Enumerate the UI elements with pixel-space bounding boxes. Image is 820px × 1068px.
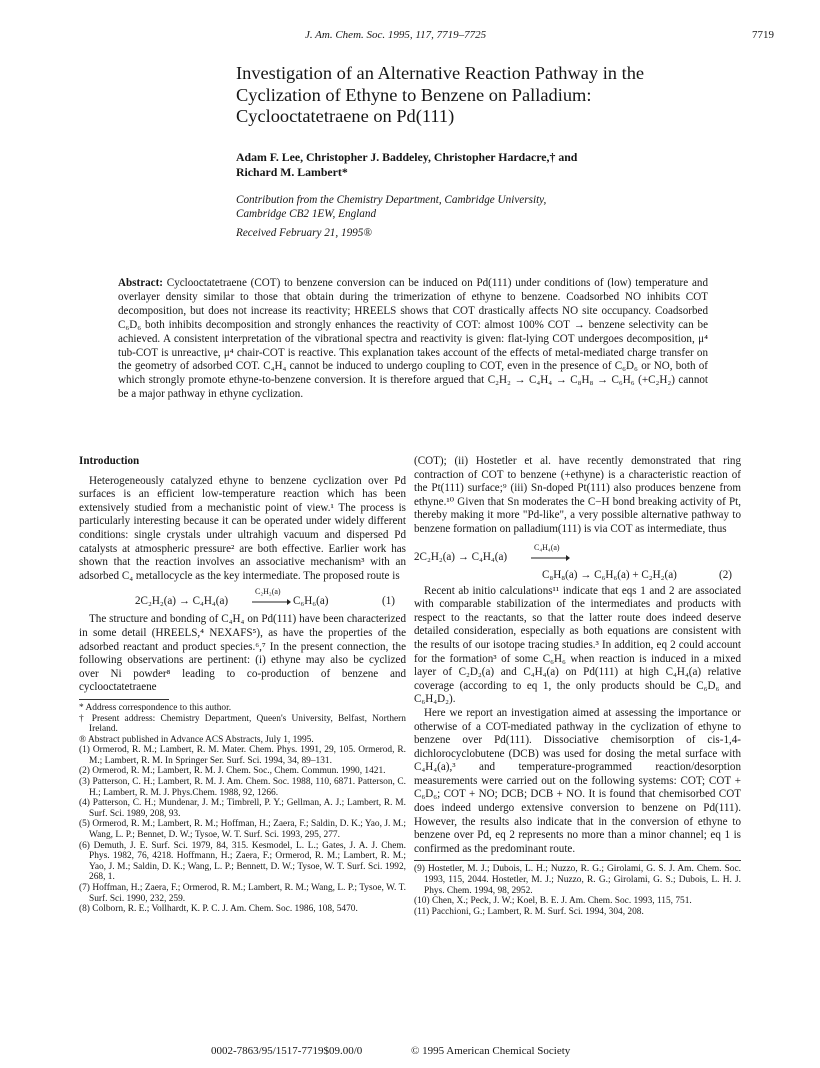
intro-paragraph-2: The structure and bonding of C₄H₄ on Pd(111) have been characterized in some detail (HREELS,⁴ NEXAFS⁵), as have the properties of the adsorbed reactant and product species.⁶,⁷ In the present connection, the following observations are pertinent: (i) ethyne may also be cyclized over Ni powder⁸ leading to co-production of benzene and cyclooctatetraene <box>79 613 406 694</box>
eq1-rhs: C₆H₆(a) <box>293 595 329 608</box>
article-title: Investigation of an Alternative Reaction Pathway in the Cyclization of Ethyne to Benzene on Palladium: Cyclooctatetraene on Pd(111) <box>236 63 645 126</box>
eq1-arrow <box>251 587 291 614</box>
footnote: † Present address: Chemistry Department, Queen's University, Belfast, Northern Ireland. <box>79 713 406 735</box>
footnote: (10) Chen, X.; Peck, J. W.; Koel, B. E. J. Am. Chem. Soc. 1993, 115, 751. <box>414 896 692 907</box>
right-paragraph-2: Recent ab initio calculations¹¹ indicate that eqs 1 and 2 are associated with comparable stabilization of the intermediates and products with respect to the reactants, so that the latter route does indeed deserve detailed consideration, especially as both equations are consistent with the results of our isotope tracing studies.³ In addition, eq 2 could account for the formation³ of some C₆H₆ when reaction is induced in a mixed layer of C₂D₂(a) and C₄H₄(a) on Pd(111) at high C₄H₄(a) relative coverage (according to eq 1, the only products should be C₆D₆ and C₆H₄D₂). <box>414 584 741 706</box>
affiliation-line-1: Contribution from the Chemistry Department, Cambridge University, <box>236 194 547 206</box>
footnote: * Address correspondence to this author. <box>79 702 232 713</box>
left-column <box>79 455 406 915</box>
right-paragraph-1: (COT); (ii) Hostetler et al. have recently demonstrated that ring contraction of COT to benzene (+ethyne) is a characteristic reaction of the Pt(111) surface;⁹ (iii) Sn-doped Pt(111) also produces benzene from ethyne.¹⁰ Given that Sn moderates the C−H bond breaking activity of Pt, thereby making it more "Pd-like", a very possible alternative pathway to benzene formation on palladium(111) is via COT as intermediate, thus <box>414 455 741 535</box>
footnotes-left <box>79 703 406 915</box>
footnotes-right <box>414 864 741 917</box>
footnote-divider <box>414 860 741 861</box>
footnote: (7) Hoffman, H.; Zaera, F.; Ormerod, R. M.; Lambert, R. M.; Wang, L. P.; Tysoe, W. T. Surf. Sci. 1990, 232, 259. <box>79 883 406 904</box>
eq2-lhs: 2C₂H₂(a) → C₄H₄(a) <box>414 550 508 563</box>
eq1-number: (1) <box>382 595 395 608</box>
section-title-introduction: Introduction <box>79 455 140 467</box>
footnote: (2) Ormerod, R. M.; Lambert, R. M. J. Chem. Soc., Chem. Commun. 1990, 1421. <box>79 766 386 777</box>
footnote: (11) Pacchioni, G.; Lambert, R. M. Surf. Sci. 1994, 304, 208. <box>414 906 644 917</box>
eq1-arrow-label: C₂H₂(a) <box>255 587 281 597</box>
right-column <box>414 455 741 917</box>
footnote: (4) Patterson, C. H.; Mundenar, J. M.; Timbrell, P. Y.; Gellman, A. J.; Lambert, R. M. Surf. Sci. 1989, 208, 93. <box>79 798 406 819</box>
eq2-arrow-label: C₄H₄(a) <box>534 542 560 552</box>
footnote: (5) Ormerod, R. M.; Lambert, R. M.; Hoffman, H.; Zaera, F.; Saldin, D. K.; Yao, J. M.; Wang, L. P.; Bennet, D. W.; Tysoe, W. T. Surf. Sci. 1993, 295, 277. <box>79 819 406 841</box>
author-line-2: Richard M. Lambert* <box>236 165 348 179</box>
footnote: (9) Hostetler, M. J.; Dubois, L. H.; Nuzzo, R. G.; Girolami, G. S. J. Am. Chem. Soc. 1993, 115, 2044. Hostetler, M. J.; Nuzzo, R. G.; Girolami, G. S.; Dubois, L. H. J. Phys. Chem. 1994, 98, 2952. <box>414 864 741 896</box>
eq2-arrow <box>530 542 570 570</box>
footnote: (6) Demuth, J. E. Surf. Sci. 1979, 84, 315. Kesmodel, L. L.; Gates, J. A. J. Chem. Phys. 1982, 76, 4218. Hoffmann, H.; Zaera, F.; Ormerod, R. M.; Lambert, R. M.; Yao, J. M.; Saldin, D. K.; Wang, L. P.; Bennett, D. W.; Tysoe, W. T. Surf. Sci. 1992, 268, 1. <box>79 840 406 883</box>
intro-paragraph-1: Heterogeneously catalyzed ethyne to benzene cyclization over Pd surfaces is an efficient low-temperature reaction which has been extensively studied from a mechanistic point of view.¹ The process is particularly interesting because it can be operated under widely different conditions: single crystals under ultrahigh vacuum and dispersed Pd catalysts at atmospheric pressure² are both effective. Earlier work has shown that the reaction involves an associative mechanism³ with an adsorbed C₄ metallocycle as the key intermediate. The proposed route is <box>79 474 406 582</box>
right-paragraph-3: Here we report an investigation aimed at assessing the importance or otherwise of a COT-mediated pathway in the cyclization of ethyne to benzene over Pd(111). Dissociative chemisorption of cis-1,4-dichlorocyclobutene (DCB) was used for dosing the metal surface with C₄H₄(a),³ and temperature-programmed reaction/desorption measurements were carried out on the following systems: COT; COT + C₆D₆; COT + NO; DCB; DCB + NO. It is found that chemisorbed COT does indeed undergo extensive conversion to benzene on Pd(111). However, the results also indicate that in the conversion of ethyne to benzene over Pd, eq 2 represents no more than a minor channel; eq 1 is confirmed as the predominant route. <box>414 706 741 855</box>
footnote: (8) Colborn, R. E.; Vollhardt, K. P. C. J. Am. Chem. Soc. 1986, 108, 5470. <box>79 904 358 915</box>
footnote: ® Abstract published in Advance ACS Abstracts, July 1, 1995. <box>79 734 314 745</box>
abstract-text: Cyclooctatetraene (COT) to benzene conversion can be induced on Pd(111) under conditions of (low) temperature and overlayer density similar to those that obtain during the trimerization of ethyne to benzene. Coadsorbed NO inhibits COT decomposition, but does not increase its reactivity; HREELS shows that COT drastically affects NO site occupancy. Coadsorbed C₆D₆ both inhibits decomposition and strongly enhances the reactivity of COT: almost 100% COT → benzene selectivity can be achieved. A consistent interpretation of the vibrational spectra and reactivity is given: flat-lying COT undergoes decomposition, μ⁴ tub-COT is unreactive, μ⁴ chair-COT is reactive. This explanation takes account of the effects of metal-mediated charge transfer on the geometry of adsorbed COT. C₄H₄ cannot be induced to undergo coupling to COT, even in the presence of C₆D₆ or NO, both of which strongly promote ethyne-to-benzene conversion. It is therefore argued that C₂H₂ → C₄H₄ → C₈H₈ → C₆H₆ (+C₂H₂) cannot be a major pathway in ethyne cyclization. <box>118 277 708 401</box>
author-list <box>236 150 706 180</box>
eq1-lhs: 2C₂H₂(a) → C₄H₄(a) <box>135 595 229 608</box>
footer-code: 0002-7863/95/1517-7719$09.00/0 <box>211 1045 363 1057</box>
page-number: 7719 <box>752 29 774 41</box>
footnote: (3) Patterson, C. H.; Lambert, R. M. J. Am. Chem. Soc. 1988, 110, 6871. Patterson, C. H.; Lambert, R. M. J. Phys.Chem. 1988, 92, 1266. <box>79 777 406 798</box>
abstract-label: Abstract: <box>118 277 163 289</box>
equation-2 <box>414 537 741 585</box>
author-line-1: Adam F. Lee, Christopher J. Baddeley, Christopher Hardacre,† and <box>236 150 578 164</box>
eq2-line2: C₈H₈(a) → C₆H₆(a) + C₂H₂(a) <box>542 568 677 581</box>
footnote: (1) Ormerod, R. M.; Lambert, R. M. Mater. Chem. Phys. 1991, 29, 105. Ormerod, R. M.; Lambert, R. M. In Springer Ser. Surf. Sci. 1994, 34, 89–131. <box>79 745 406 766</box>
received-date: Received February 21, 1995® <box>236 227 372 239</box>
footnote-divider <box>79 699 169 700</box>
affiliation-line-2: Cambridge CB2 1EW, England <box>236 208 377 220</box>
footer-copyright: © 1995 American Chemical Society <box>411 1045 571 1057</box>
affiliation <box>236 193 706 221</box>
abstract <box>118 277 708 402</box>
journal-citation: J. Am. Chem. Soc. 1995, 117, 7719–7725 <box>305 29 487 41</box>
eq2-number: (2) <box>719 568 732 581</box>
equation-1 <box>79 583 406 613</box>
